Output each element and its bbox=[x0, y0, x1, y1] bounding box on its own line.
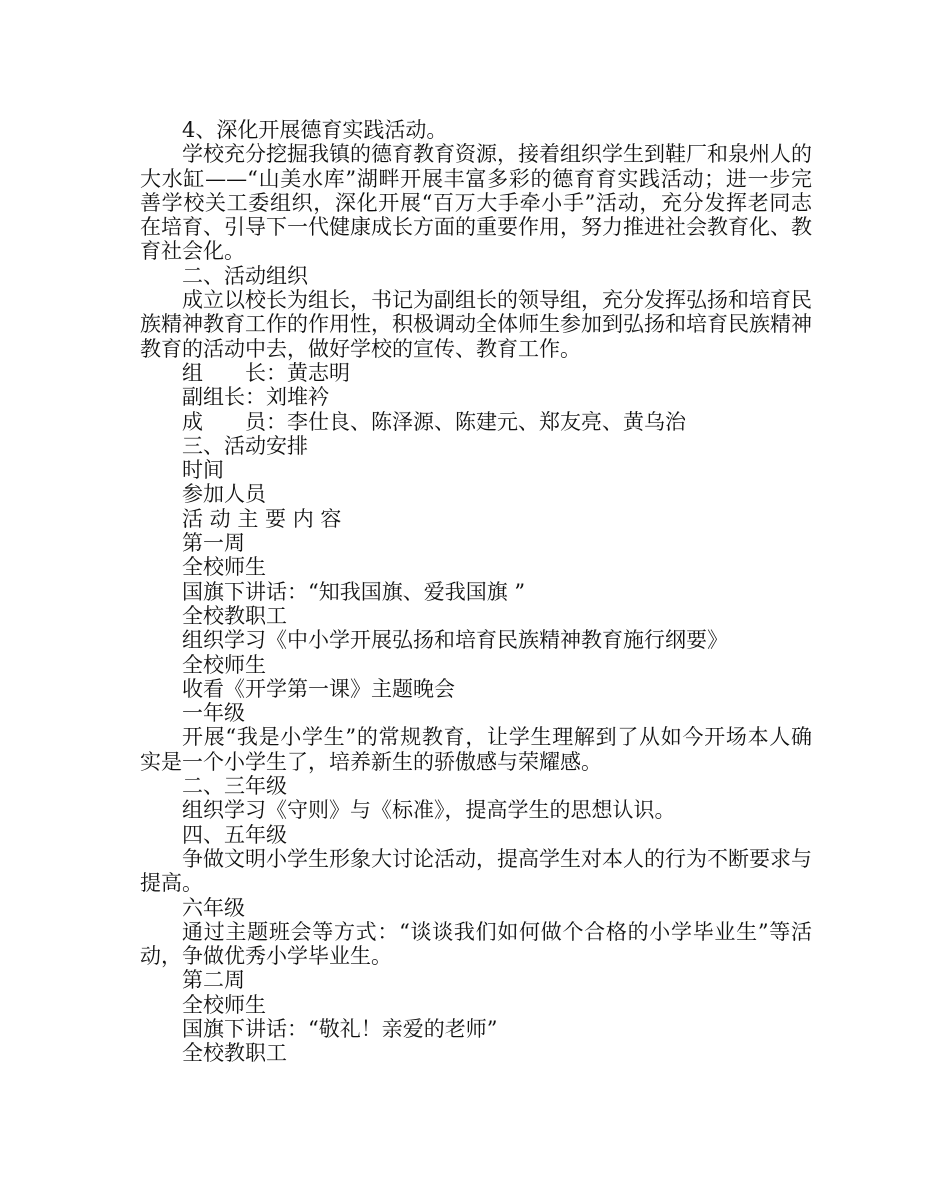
schedule-content: 组织学习《守则》与《标准》，提高学生的思想认识。 bbox=[182, 798, 676, 823]
section-heading-organization: 二、活动组织 bbox=[182, 263, 308, 288]
schedule-participants: 全校师生 bbox=[182, 555, 266, 580]
schedule-content: 开展“我是小学生”的常规教育，让学生理解到了从如今开场本人确实是一个小学生了，培养新生的骄傲感与荣耀感。 bbox=[140, 725, 812, 774]
schedule-content: 收看《开学第一课》主题晚会 bbox=[182, 676, 455, 701]
schedule-content: 组织学习《中小学开展弘扬和培育民族精神教育施行纲要》 bbox=[182, 628, 728, 653]
schedule-content: 通过主题班会等方式：“谈谈我们如何做个合格的小学毕业生”等活动，争做优秀小学毕业生。 bbox=[140, 919, 812, 969]
schedule-week-2: 第二周 bbox=[182, 968, 245, 993]
schedule-content: 国旗下讲话：“敬礼！亲爱的老师” bbox=[182, 1016, 498, 1041]
schedule-participants: 二、三年级 bbox=[182, 774, 287, 799]
deputy-leader-line: 副组长：刘堆衿 bbox=[182, 385, 329, 410]
members-line: 成 员：李仕良、陈泽源、陈建元、郑友亮、黄乌治 bbox=[182, 409, 686, 434]
paragraph-organization: 成立以校长为组长，书记为副组长的领导组，充分发挥弘扬和培育民族精神教育工作的作用性，积极调动全体师生参加到弘扬和培育民族精神教育的活动中去，做好学校的宣传、教育工作。 bbox=[140, 288, 812, 361]
schedule-participants: 全校教职工 bbox=[182, 1041, 287, 1066]
schedule-participants: 六年级 bbox=[182, 895, 245, 920]
document-page bbox=[140, 118, 812, 1066]
schedule-content: 争做文明小学生形象大讨论活动，提高学生对本人的行为不断要求与提高。 bbox=[140, 846, 812, 896]
schedule-header-participants: 参加人员 bbox=[182, 482, 266, 507]
schedule-header-content: 活 动 主 要 内 容 bbox=[182, 506, 342, 531]
schedule-week-1: 第一周 bbox=[182, 531, 245, 556]
schedule-content: 国旗下讲话：“知我国旗、爱我国旗 ” bbox=[182, 579, 526, 604]
section-heading-schedule: 三、活动安排 bbox=[182, 433, 308, 458]
schedule-participants: 一年级 bbox=[182, 701, 245, 726]
leader-line: 组 长：黄志明 bbox=[182, 360, 350, 385]
schedule-participants: 四、五年级 bbox=[182, 822, 287, 847]
section-heading-practice: 4、深化开展德育实践活动。 bbox=[182, 118, 448, 142]
paragraph-practice: 学校充分挖掘我镇的德育教育资源，接着组织学生到鞋厂和泉州人的大水缸——“山美水库”湖畔开展丰富多彩的德育育实践活动；进一步完善学校关工委组织，深化开展“百万大手牵小手”活动，充分发挥老同志在培育、引导下一代健康成长方面的重要作用，努力推进社会教育化、教育社会化。 bbox=[140, 142, 812, 264]
schedule-header-time: 时间 bbox=[182, 458, 224, 483]
schedule-participants: 全校师生 bbox=[182, 992, 266, 1017]
schedule-participants: 全校教职工 bbox=[182, 603, 287, 628]
schedule-participants: 全校师生 bbox=[182, 652, 266, 677]
